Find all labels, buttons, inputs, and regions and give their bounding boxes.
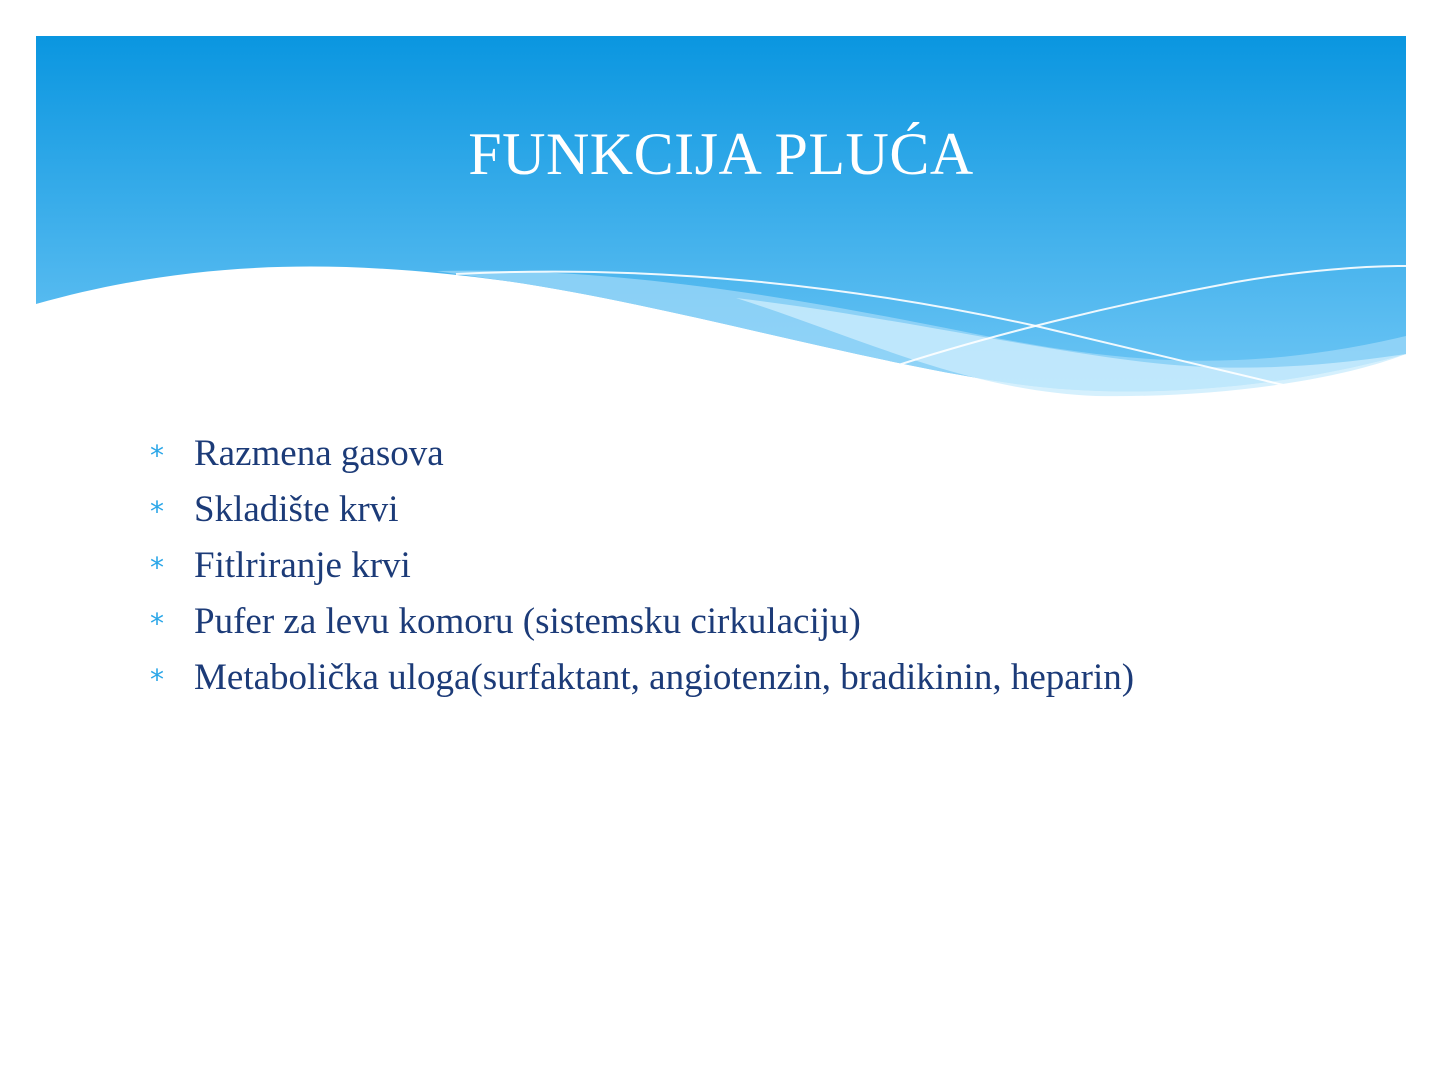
asterisk-icon: * [150,439,164,472]
bullet-item [150,482,1350,538]
slide-title: FUNKCIJA PLUĆA [468,121,974,187]
bullet-item [150,650,1350,706]
bullet-list [150,426,1350,706]
header-wave-banner [36,36,1406,406]
bullet-text: Pufer za levu komoru (sistemsku cirkulaciju) [194,601,861,642]
asterisk-icon: * [150,551,164,584]
bullet-text: Fitlriranje krvi [194,545,411,586]
bullet-text: Metabolička uloga(surfaktant, angiotenzin, bradikinin, heparin) [194,657,1135,698]
bullet-text: Razmena gasova [194,433,444,474]
bullet-text: Skladište krvi [194,489,399,530]
asterisk-icon: * [150,607,164,640]
wave-background [36,36,1406,406]
asterisk-icon: * [150,663,164,696]
bullet-item [150,538,1350,594]
bullet-item [150,594,1350,650]
bullet-item [150,426,1350,482]
asterisk-icon: * [150,495,164,528]
